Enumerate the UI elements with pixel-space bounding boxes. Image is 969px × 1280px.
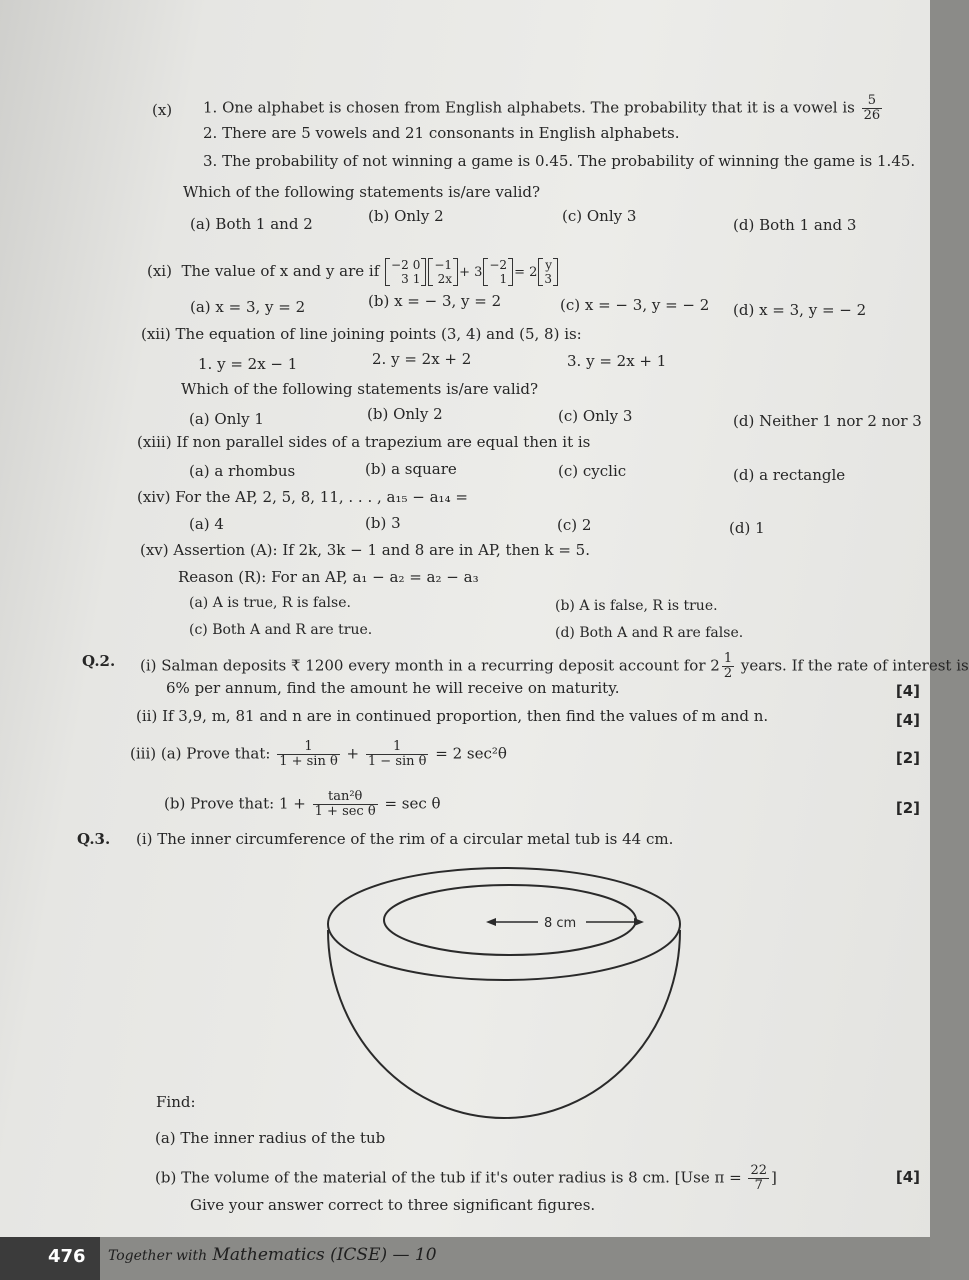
option-d: (d) x = 3, y = − 2 bbox=[733, 301, 867, 319]
marks-badge: [4] bbox=[895, 711, 920, 729]
option-b: (b) x = − 3, y = 2 bbox=[368, 292, 502, 310]
question-x-statement-2: 2. There are 5 vowels and 21 consonants in English alphabets. bbox=[203, 124, 680, 142]
figure-label: 8 cm bbox=[544, 916, 577, 931]
option-b: (b) 3 bbox=[365, 514, 401, 532]
question-3-b-line-2: Give your answer correct to three significant figures. bbox=[190, 1196, 596, 1214]
marks-badge: [2] bbox=[895, 799, 920, 817]
option-c: (c) 2 bbox=[557, 516, 592, 534]
question-xv-assertion: (xv) Assertion (A): If 2k, 3k − 1 and 8 are in AP, then k = 5. bbox=[140, 541, 590, 559]
question-xiv: (xiv) For the AP, 2, 5, 8, 11, . . . , a₁₅ − a₁₄ = bbox=[137, 488, 468, 506]
question-xii: (xii) The equation of line joining points (3, 4) and (5, 8) is: bbox=[141, 325, 582, 343]
option-b: (b) A is false, R is true. bbox=[555, 598, 718, 614]
option-a: (a) Only 1 bbox=[189, 410, 264, 428]
question-x-prompt: Which of the following statements is/are valid? bbox=[183, 183, 541, 201]
arrow-left-icon bbox=[486, 918, 496, 926]
question-3-label: Q.3. bbox=[77, 830, 111, 848]
equation-3: 3. y = 2x + 1 bbox=[567, 352, 667, 370]
question-3-i: (i) The inner circumference of the rim of a circular metal tub is 44 cm. bbox=[136, 830, 674, 848]
question-2-iii-a: (iii) (a) Prove that: $\frac{1}{\text{1 + sin θ}}$ + $\frac{1}{\text{1 − sin θ}}$ = 2 sec²θ bbox=[130, 739, 507, 769]
question-xiii: (xiii) If non parallel sides of a trapezium are equal then it is bbox=[137, 433, 591, 451]
question-2-label: Q.2. bbox=[82, 652, 116, 670]
option-a: (a) a rhombus bbox=[189, 462, 296, 480]
matrix-col-constant: −2 1 bbox=[483, 258, 513, 286]
page-footer bbox=[0, 1237, 930, 1280]
fraction-one-half: $\frac{1}{2}$ bbox=[723, 651, 733, 681]
arrow-right-icon bbox=[634, 918, 644, 926]
fraction-22-7: $\frac{22}{7}$ bbox=[750, 1163, 767, 1193]
option-b: (b) Only 2 bbox=[368, 207, 444, 225]
question-3-a: (a) The inner radius of the tub bbox=[155, 1129, 386, 1147]
question-2-i-line-1: (i) Salman deposits ₹ 1200 every month in a recurring deposit account for 2 $\frac{1}{2}$ years. If the rate of interest is bbox=[140, 651, 969, 681]
question-3-b: (b) The volume of the material of the tub if it's outer radius is 8 cm. [Use π = $\frac{22}{7}$ ] bbox=[155, 1163, 777, 1193]
option-d: (d) a rectangle bbox=[733, 466, 846, 484]
matrix-2x2: −2 0 3 1 bbox=[385, 258, 426, 286]
question-x-number: (x) bbox=[152, 101, 173, 119]
tub-bowl-outline bbox=[328, 930, 680, 1118]
book-title: Together with Mathematics (ICSE) — 10 bbox=[108, 1245, 437, 1265]
option-d: (d) Both A and R are false. bbox=[555, 625, 744, 641]
question-2-iii-b: (b) Prove that: 1 + $\frac{\text{tan²θ}}{\text{1 + sec θ}}$ = sec θ bbox=[164, 789, 441, 819]
option-c: (c) cyclic bbox=[558, 462, 627, 480]
option-c: (c) Both A and R are true. bbox=[189, 622, 373, 638]
option-a: (a) A is true, R is false. bbox=[189, 595, 351, 611]
question-x-statement-1: 1. One alphabet is chosen from English alphabets. The probability that it is a vowel is $\frac{5}{26}$ bbox=[203, 93, 881, 123]
marks-badge: [4] bbox=[895, 682, 920, 700]
hemispherical-tub-figure bbox=[320, 860, 700, 1092]
option-d: (d) Neither 1 nor 2 nor 3 bbox=[733, 412, 922, 430]
option-c: (c) Only 3 bbox=[558, 407, 633, 425]
option-c: (c) x = − 3, y = − 2 bbox=[560, 296, 710, 314]
question-xv-reason: Reason (R): For an AP, a₁ − a₂ = a₂ − a₃ bbox=[178, 568, 479, 586]
question-xi: (xi) The value of x and y are if −2 0 3 1 −1 2x + 3 −2 1 = 2 y 3 bbox=[147, 258, 559, 286]
find-label: Find: bbox=[156, 1093, 196, 1111]
option-d: (d) 1 bbox=[729, 519, 765, 537]
marks-badge: [2] bbox=[895, 749, 920, 767]
fraction-5-26: $\frac{5}{26}$ bbox=[863, 93, 881, 123]
tub-inner-rim bbox=[384, 885, 636, 955]
option-d: (d) Both 1 and 3 bbox=[733, 216, 857, 234]
option-a: (a) 4 bbox=[189, 515, 224, 533]
marks-badge: [4] bbox=[895, 1168, 920, 1186]
question-2-i-line-2: 6% per annum, find the amount he will receive on maturity. bbox=[166, 679, 620, 697]
fraction-1-over-1-minus-sin: $\frac{1}{\text{1 − sin θ}}$ bbox=[367, 739, 427, 769]
question-xii-prompt: Which of the following statements is/are valid? bbox=[181, 380, 539, 398]
question-2-ii: (ii) If 3,9, m, 81 and n are in continued proportion, then find the values of m and n. bbox=[136, 707, 769, 725]
option-a: (a) Both 1 and 2 bbox=[190, 215, 313, 233]
option-b: (b) Only 2 bbox=[367, 405, 443, 423]
fraction-tan-over-sec: $\frac{\text{tan²θ}}{\text{1 + sec θ}}$ bbox=[314, 789, 376, 819]
option-c: (c) Only 3 bbox=[562, 207, 637, 225]
question-x-statement-3: 3. The probability of not winning a game is 0.45. The probability of winning the game is 1.45. bbox=[203, 152, 916, 170]
page-number: 476 bbox=[0, 1237, 100, 1280]
equation-2: 2. y = 2x + 2 bbox=[372, 350, 472, 368]
equation-1: 1. y = 2x − 1 bbox=[198, 355, 298, 373]
matrix-col-x: −1 2x bbox=[428, 258, 458, 286]
option-a: (a) x = 3, y = 2 bbox=[190, 298, 306, 316]
option-b: (b) a square bbox=[365, 460, 457, 478]
matrix-col-y: y 3 bbox=[538, 258, 558, 286]
fraction-1-over-1-plus-sin: $\frac{1}{\text{1 + sin θ}}$ bbox=[279, 739, 338, 769]
